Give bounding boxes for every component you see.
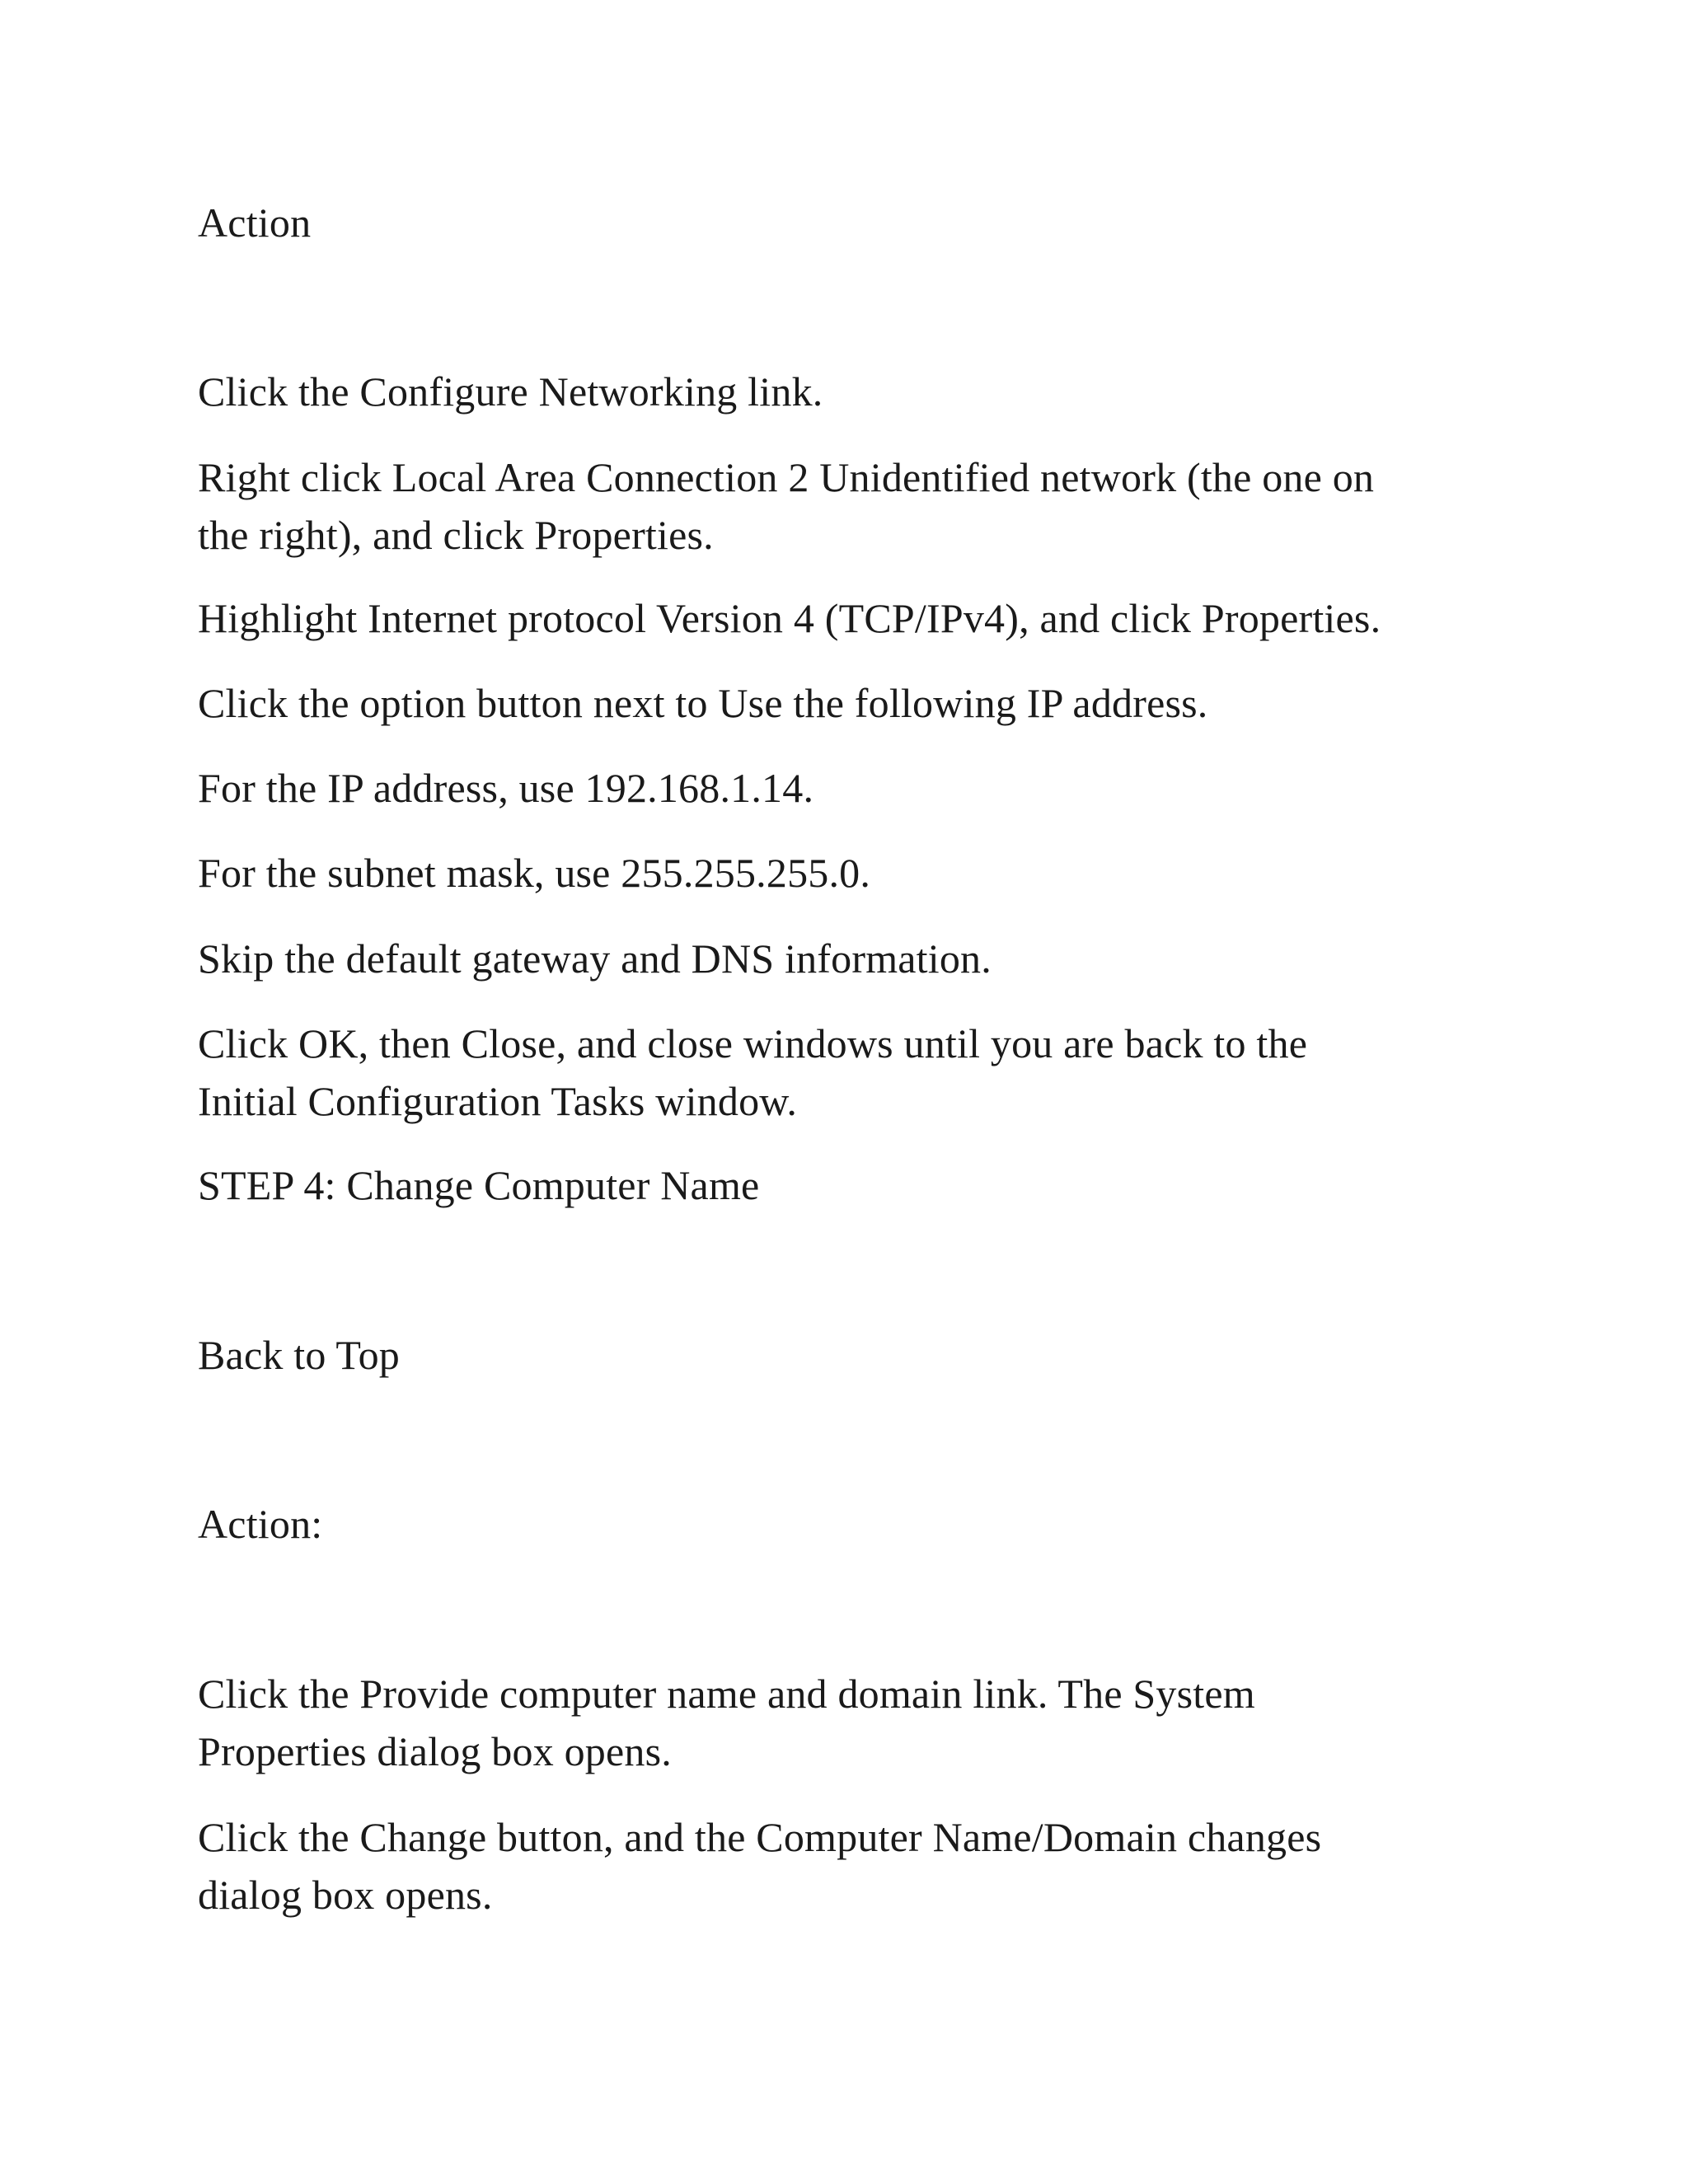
section-heading-action-2: Action:	[198, 1501, 323, 1547]
step-line: Properties dialog box opens.	[198, 1728, 672, 1774]
step-line: Click the Change button, and the Computer Name/Domain changes	[198, 1814, 1322, 1860]
step-option-button: Click the option button next to Use the following IP address.	[198, 680, 1208, 726]
step-line: the right), and click Properties.	[198, 512, 714, 558]
step-configure-networking: Click the Configure Networking link.	[198, 368, 823, 415]
step-ip-address: For the IP address, use 192.168.1.14.	[198, 765, 814, 811]
step4-heading: STEP 4: Change Computer Name	[198, 1162, 760, 1208]
section-heading-action: Action	[198, 199, 312, 246]
step-highlight-ipv4: Highlight Internet protocol Version 4 (TCP/IPv4), and click Properties.	[198, 595, 1381, 641]
step-line: Click the Provide computer name and domain link. The System	[198, 1671, 1255, 1717]
step-skip-gateway: Skip the default gateway and DNS information.	[198, 935, 992, 982]
step-provide-computer-name	[198, 1665, 1255, 1780]
step-click-ok	[198, 1015, 1307, 1130]
step-subnet-mask: For the subnet mask, use 255.255.255.0.	[198, 850, 871, 896]
step-line: Click OK, then Close, and close windows until you are back to the	[198, 1020, 1308, 1066]
step-line: Initial Configuration Tasks window.	[198, 1078, 798, 1124]
step-right-click-lan	[198, 448, 1374, 564]
back-to-top-link[interactable]: Back to Top	[198, 1332, 400, 1378]
step-line: Right click Local Area Connection 2 Unidentified network (the one on	[198, 454, 1375, 500]
step-click-change	[198, 1808, 1321, 1924]
step-line: dialog box opens.	[198, 1872, 493, 1918]
